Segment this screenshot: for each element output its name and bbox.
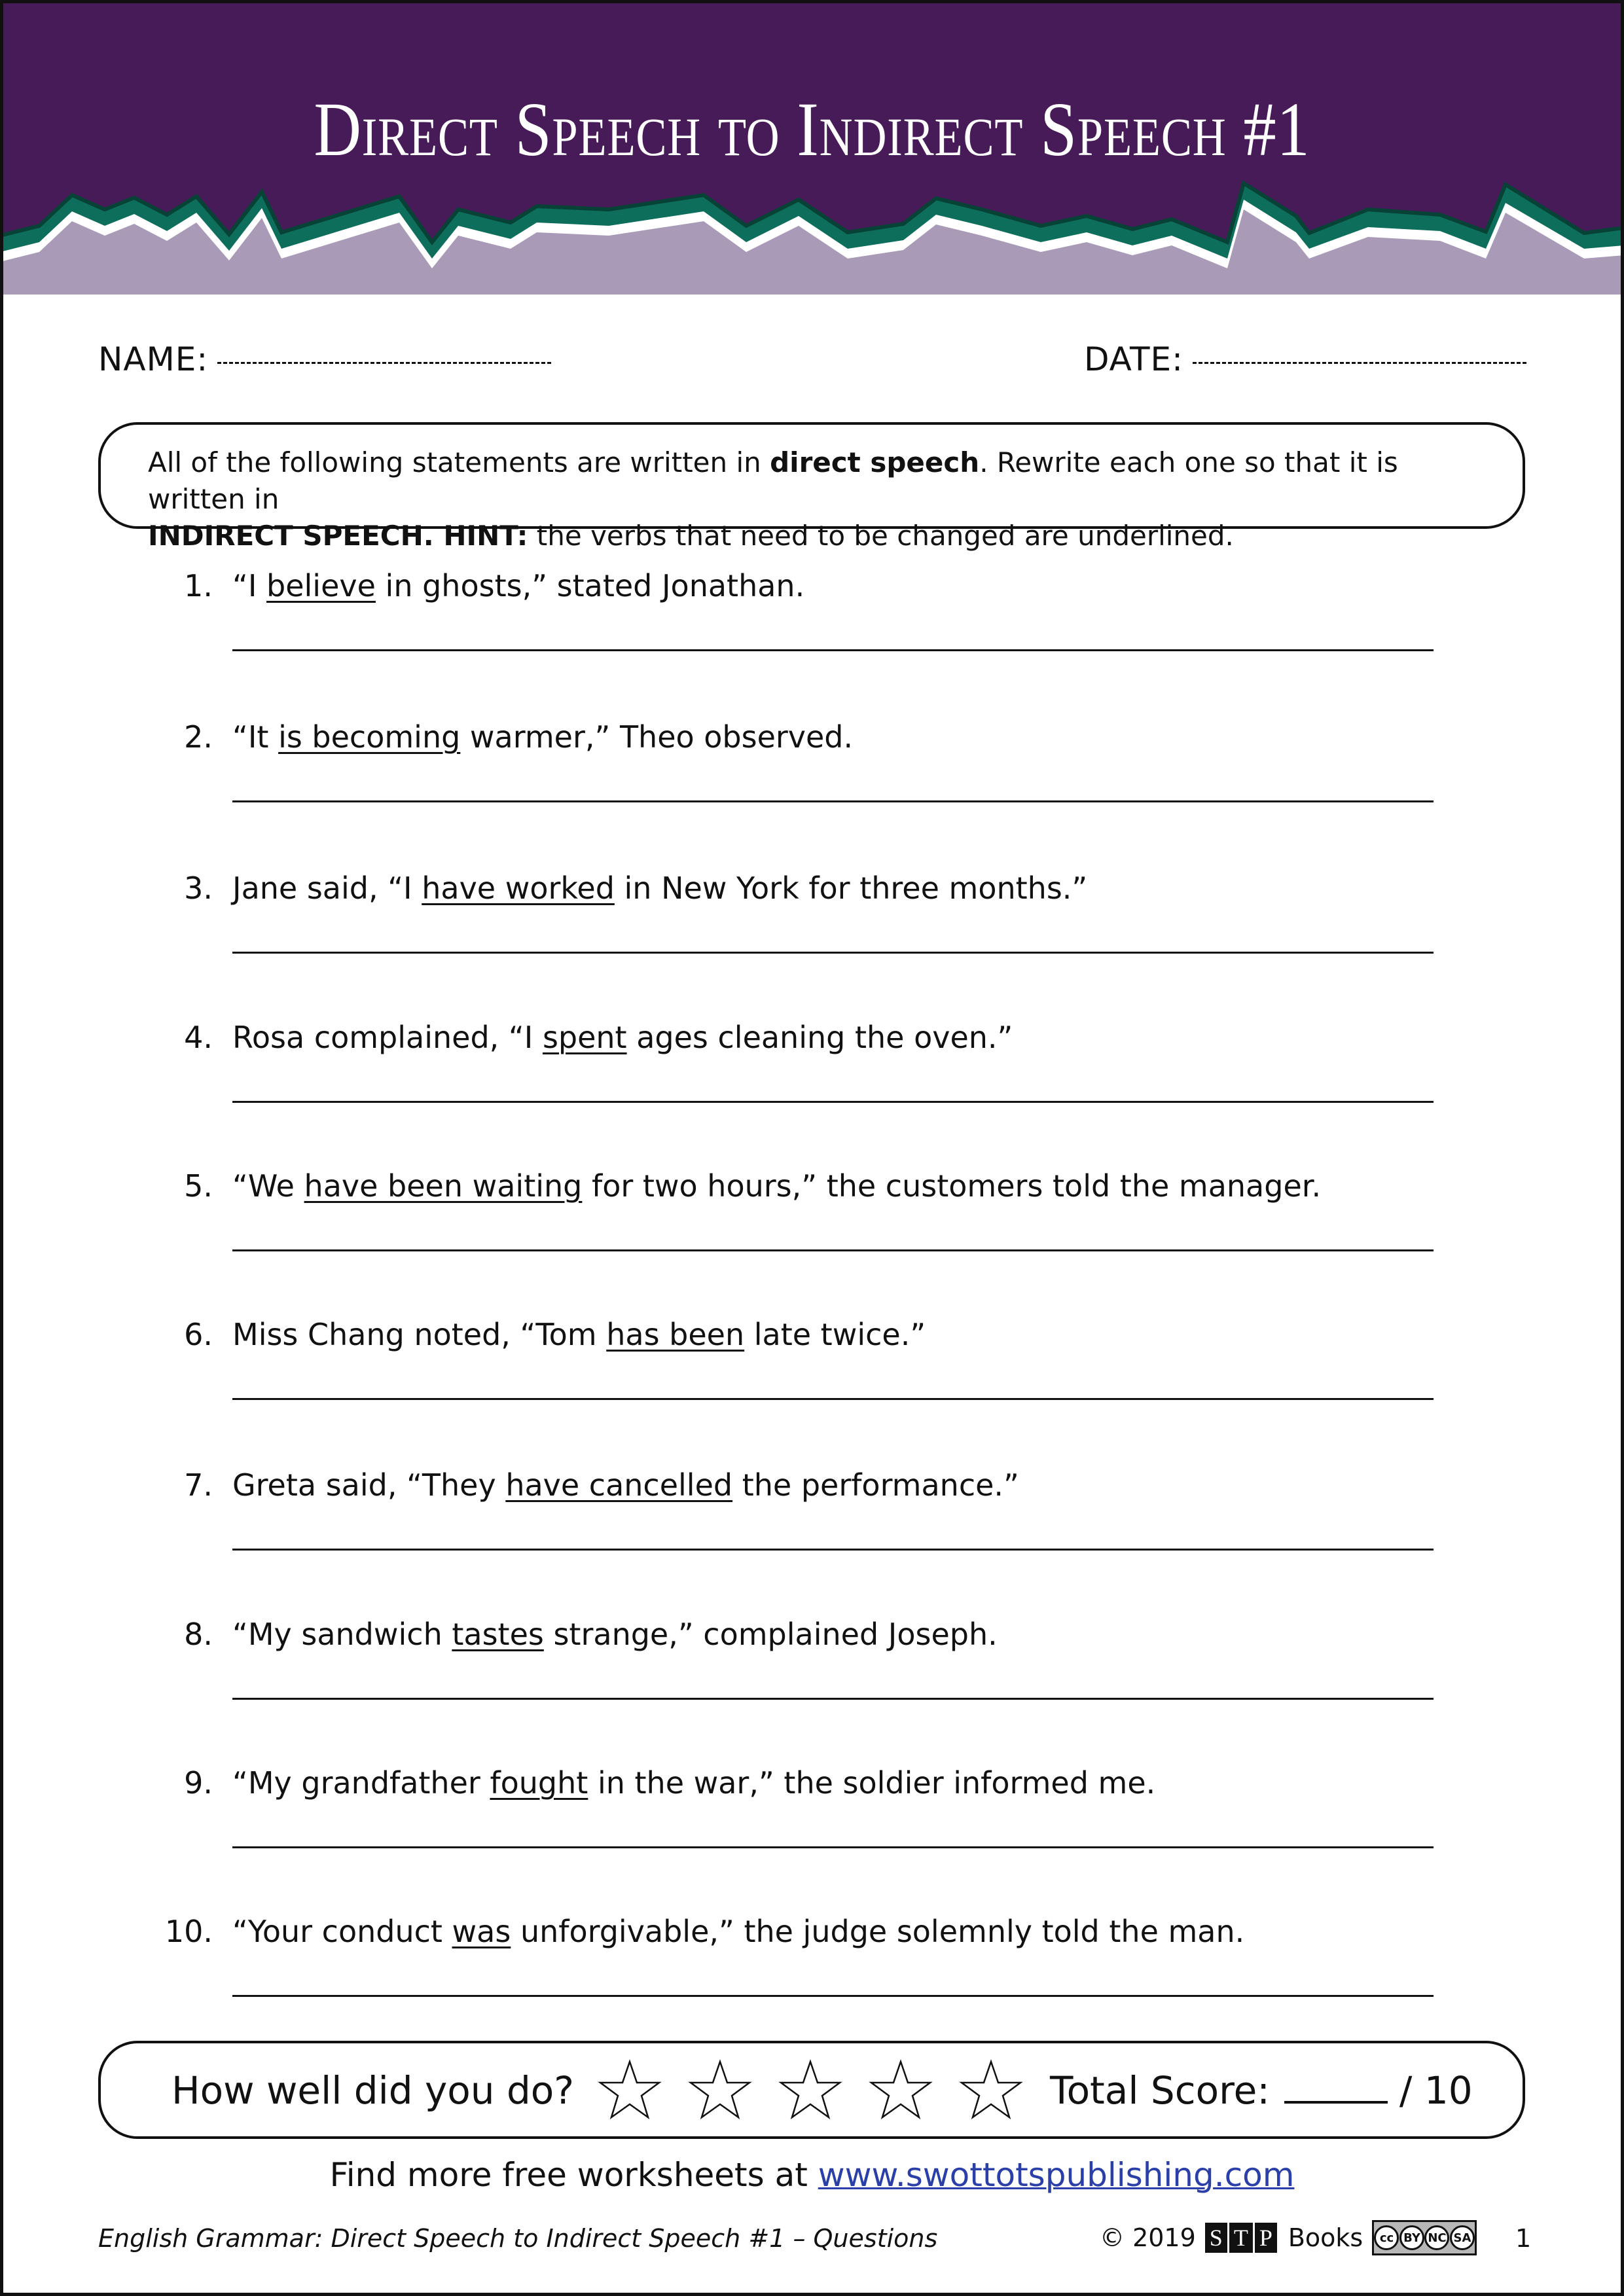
underlined-verb: spent (542, 1020, 627, 1055)
promo-line (0, 2156, 1624, 2194)
date-label: DATE: (1084, 340, 1183, 378)
cc-sa-icon: SA (1450, 2225, 1475, 2250)
star-outline-icon[interactable] (778, 2058, 843, 2123)
stp-letter: S (1205, 2223, 1227, 2253)
question-number: 7. (184, 1467, 213, 1503)
score-prompt: How well did you do? (171, 2068, 575, 2113)
question-text-before: Jane said, “I (232, 870, 422, 906)
question-text-after: strange,” complained Joseph. (543, 1617, 998, 1652)
question-item (157, 719, 1466, 850)
name-blank[interactable] (217, 359, 551, 364)
total-score (1050, 2068, 1473, 2113)
answer-line[interactable] (232, 800, 1434, 802)
question-text-after: late twice.” (744, 1317, 926, 1352)
underlined-verb: have worked (422, 870, 615, 906)
cc-icon: cc (1374, 2225, 1399, 2250)
website-link[interactable]: www.swottotspublishing.com (818, 2156, 1295, 2194)
star-outline-icon[interactable] (687, 2058, 753, 2123)
question-text-after: in ghosts,” stated Jonathan. (375, 568, 805, 603)
name-label: NAME: (98, 340, 209, 378)
question-text-after: in the war,” the soldier informed me. (588, 1765, 1156, 1801)
question-item (157, 1168, 1466, 1299)
question-number: 3. (184, 870, 213, 906)
question-text-after: ages cleaning the oven.” (626, 1020, 1013, 1055)
star-outline-icon[interactable] (868, 2058, 933, 2123)
question-text-before: “We (232, 1168, 304, 1204)
question-text-after: for two hours,” the customers told the manager. (582, 1168, 1322, 1204)
answer-line[interactable] (232, 1549, 1434, 1551)
copyright: © 2019 (1100, 2223, 1196, 2252)
star-outline-icon[interactable] (597, 2058, 662, 2123)
question-text-before: Miss Chang noted, “Tom (232, 1317, 607, 1352)
question-text-after: the performance.” (732, 1467, 1019, 1503)
underlined-verb: have cancelled (505, 1467, 733, 1503)
question-item (157, 1317, 1466, 1448)
question-text-before: Greta said, “They (232, 1467, 506, 1503)
promo-text: Find more free worksheets at (329, 2156, 818, 2194)
question-text-before: “Your conduct (232, 1914, 452, 1949)
star-outline-icon[interactable] (958, 2058, 1024, 2123)
footer-brand (1100, 2220, 1477, 2255)
question-text (232, 1317, 926, 1352)
date-blank[interactable] (1193, 359, 1526, 364)
question-item (157, 1765, 1466, 1896)
answer-line[interactable] (232, 1698, 1434, 1700)
question-text-before: “My sandwich (232, 1617, 452, 1652)
question-text-after: unforgivable,” the judge solemnly told the man. (511, 1914, 1245, 1949)
question-text-after: in New York for three months.” (614, 870, 1088, 906)
instructions-hint-label: INDIRECT SPEECH. HINT: (148, 520, 528, 552)
answer-line[interactable] (232, 1249, 1434, 1251)
underlined-verb: have been waiting (304, 1168, 583, 1204)
question-number: 10. (164, 1914, 213, 1949)
question-item (157, 1914, 1466, 2045)
instructions-text-2: . Rewrite each one so that it is written in (148, 446, 1398, 515)
stp-letter: T (1229, 2223, 1253, 2253)
question-text (232, 1914, 1244, 1949)
instructions-text-1: All of the following statements are written in (148, 446, 770, 478)
underlined-verb: was (452, 1914, 511, 1949)
question-text (232, 1765, 1155, 1801)
question-text-before: Rosa complained, “I (232, 1020, 543, 1055)
answer-line[interactable] (232, 1101, 1434, 1103)
answer-line[interactable] (232, 1398, 1434, 1400)
question-text (232, 719, 853, 755)
question-item (157, 870, 1466, 1001)
question-number: 8. (184, 1617, 213, 1652)
answer-line[interactable] (232, 649, 1434, 651)
question-text-before: “I (232, 568, 267, 603)
cc-nc-icon: NC (1424, 2225, 1449, 2250)
underlined-verb: believe (266, 568, 376, 603)
creative-commons-icon (1372, 2220, 1477, 2255)
stp-logo (1205, 2223, 1279, 2253)
question-item (157, 1617, 1466, 1748)
question-number: 1. (184, 568, 213, 603)
page-number: 1 (1515, 2224, 1532, 2253)
total-score-out-of: / 10 (1399, 2068, 1473, 2113)
underlined-verb: has been (606, 1317, 745, 1352)
books-label: Books (1288, 2223, 1363, 2252)
footer-caption: English Grammar: Direct Speech to Indirect Speech #1 – Questions (98, 2224, 938, 2253)
cc-by-icon: BY (1399, 2225, 1424, 2250)
instructions-hint-text: the verbs that need to be changed are underlined. (528, 520, 1234, 552)
answer-line[interactable] (232, 1995, 1434, 1997)
question-item (157, 1020, 1466, 1151)
underlined-verb: fought (490, 1765, 588, 1801)
question-item (157, 568, 1466, 699)
question-text (232, 1617, 998, 1652)
question-text (232, 870, 1087, 906)
stp-letter: P (1255, 2223, 1277, 2253)
instructions-bold-1: direct speech (770, 446, 980, 478)
question-item (157, 1467, 1466, 1598)
question-number: 2. (184, 719, 213, 755)
question-text-after: warmer,” Theo observed. (460, 719, 854, 755)
question-number: 6. (184, 1317, 213, 1352)
score-box (98, 2041, 1525, 2139)
question-text (232, 1467, 1019, 1503)
underlined-verb: tastes (452, 1617, 544, 1652)
question-text-before: “It (232, 719, 279, 755)
question-number: 4. (184, 1020, 213, 1055)
question-text (232, 568, 804, 603)
instructions-box (98, 422, 1525, 552)
name-field[interactable] (98, 340, 551, 378)
question-number: 5. (184, 1168, 213, 1204)
question-text (232, 1168, 1321, 1204)
total-score-label: Total Score: (1050, 2068, 1270, 2113)
answer-line[interactable] (232, 1846, 1434, 1848)
question-text-before: “My grandfather (232, 1765, 490, 1801)
page-title: Direct Speech to Indirect Speech #1 (314, 86, 1310, 172)
question-number: 9. (184, 1765, 213, 1801)
answer-line[interactable] (232, 952, 1434, 954)
underlined-verb: is becoming (278, 719, 461, 755)
question-text (232, 1020, 1013, 1055)
score-blank[interactable] (1284, 2101, 1388, 2104)
date-field[interactable] (1084, 340, 1526, 378)
